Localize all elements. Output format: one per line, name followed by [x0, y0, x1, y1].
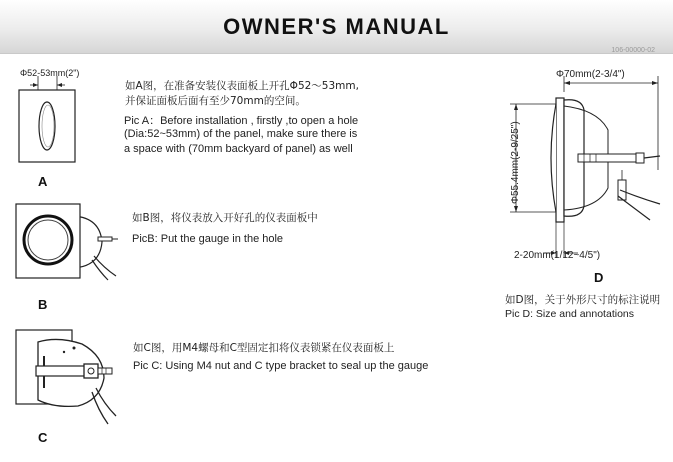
page-title: OWNER'S MANUAL	[223, 14, 450, 39]
pic-b-gauge-diagram	[12, 200, 122, 282]
pic-a-text-en-2: (Dia:52~53mm) of the panel, make sure there is	[124, 128, 358, 140]
pic-d-dim-panel: 2-20mm(1/12~4/5")	[514, 250, 601, 261]
header-bar	[0, 0, 673, 54]
pic-b-text-zh: 如B图，将仪表放入开好孔的仪表面板中	[132, 212, 318, 224]
pic-a-label: A	[38, 174, 48, 189]
pic-c-text-zh: 如C图，用M4螺母和C型固定扣将仪表锁紧在仪表面板上	[133, 342, 395, 354]
pic-d-side-view-diagram	[500, 70, 670, 260]
pic-a-panel-diagram	[14, 76, 80, 166]
pic-d-text-zh: 如D图，关于外形尺寸的标注说明	[505, 294, 661, 306]
pic-c-bracket-diagram	[12, 326, 122, 428]
pic-a-text-en-3: a space with (70mm backyard of panel) as well	[124, 143, 353, 155]
pic-d-dim-length: Φ70mm(2-3/4")	[556, 69, 625, 80]
pic-c-label: C	[38, 430, 48, 445]
pic-b-label: B	[38, 297, 48, 312]
pic-a-text-zh-1: 如A图，在准备安装仪表面板上开孔Φ52～53mm,	[125, 80, 359, 92]
pic-a-text-zh-2: 并保证面板后面有至少70mm的空间。	[125, 95, 306, 107]
pic-c-text-en: Pic C: Using M4 nut and C type bracket to seal up the gauge	[133, 360, 429, 372]
pic-b-text-en: PicB: Put the gauge in the hole	[132, 233, 284, 245]
pic-d-label: D	[594, 270, 604, 285]
document-number: 106-00000-02	[611, 47, 655, 54]
pic-a-text-en-1: Pic A：Before installation , firstly ,to open a hole	[124, 115, 359, 127]
pic-d-text-en: Pic D: Size and annotations	[505, 308, 634, 320]
pic-a-dimension: Φ52-53mm(2")	[20, 68, 80, 78]
pic-d-dim-diameter: Φ55.4mm(2-9/25")	[510, 121, 521, 204]
